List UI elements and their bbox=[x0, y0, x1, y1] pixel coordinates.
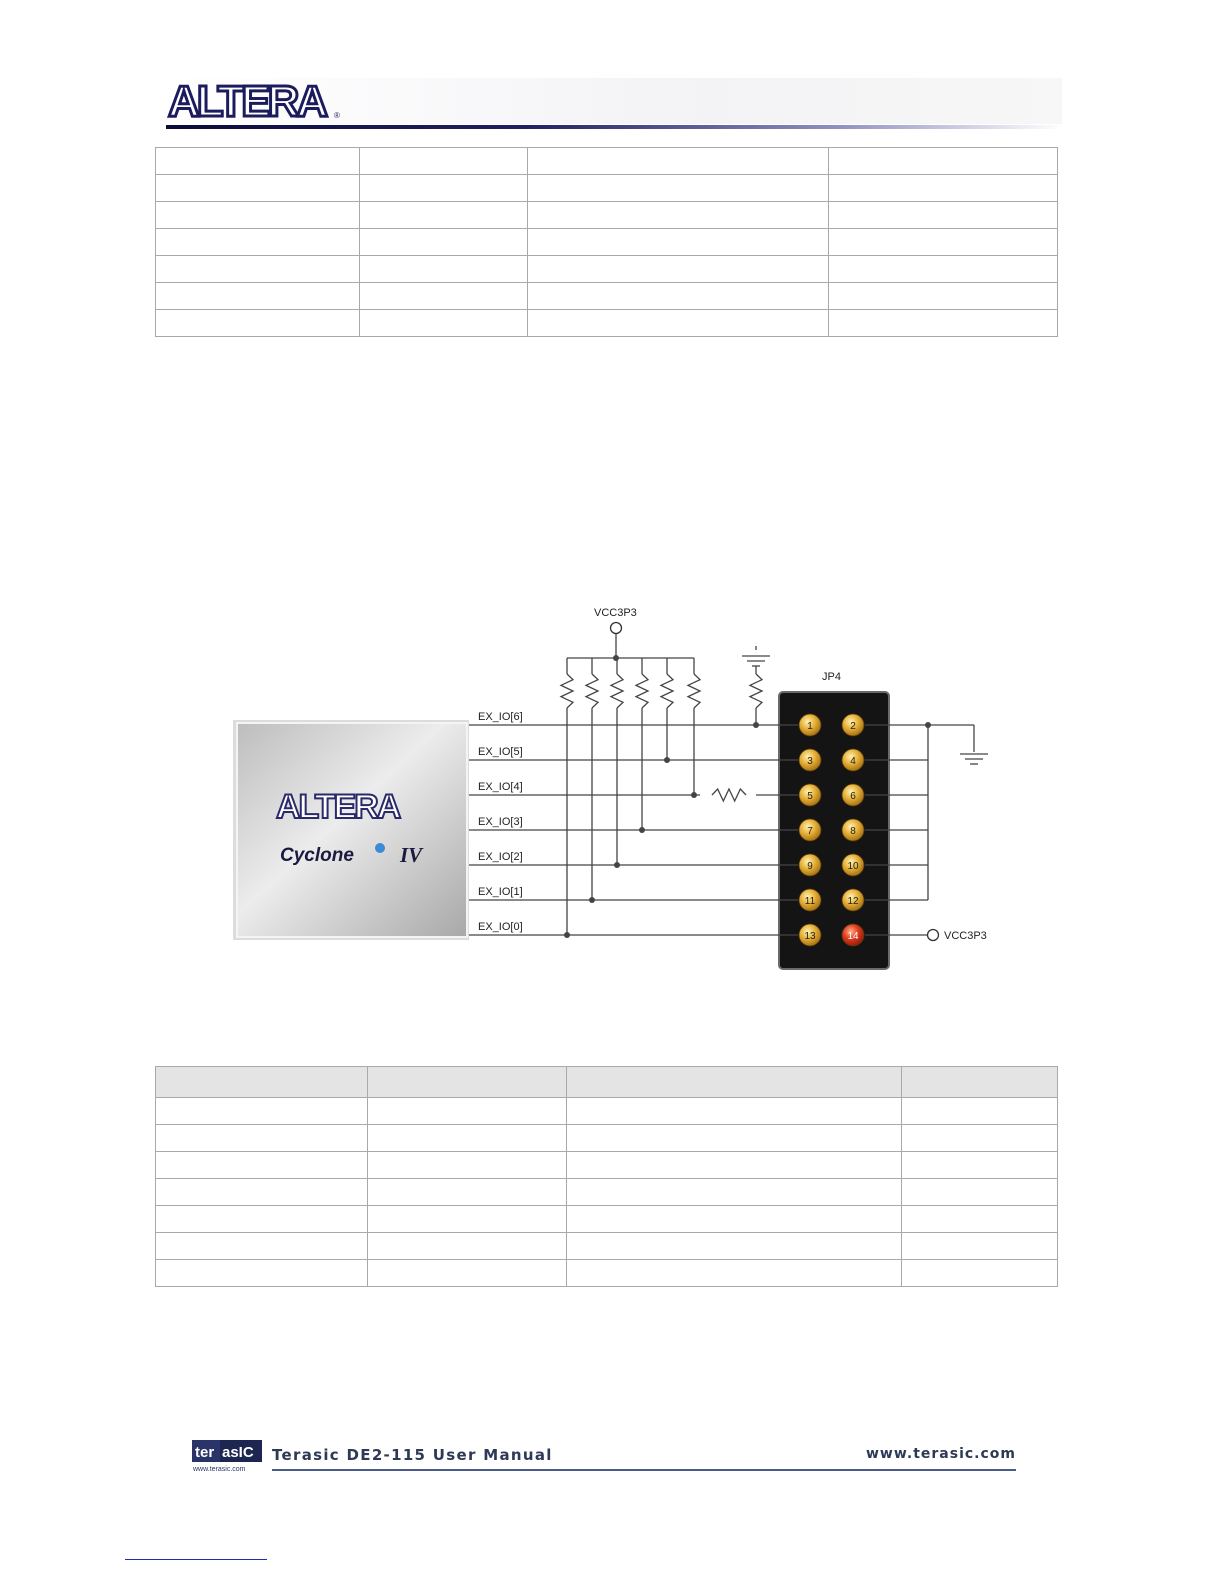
signal-label: EX_IO[1] bbox=[478, 886, 523, 898]
footer-rule bbox=[272, 1469, 1016, 1471]
table-cell bbox=[368, 1125, 567, 1152]
signal-label: EX_IO[5] bbox=[478, 746, 523, 758]
table-row bbox=[156, 1098, 1058, 1125]
signal-label: EX_IO[3] bbox=[478, 816, 523, 828]
chip-family-label: Cyclone bbox=[280, 845, 354, 866]
table-cell bbox=[368, 1152, 567, 1179]
table-row bbox=[156, 202, 1058, 229]
table-cell bbox=[902, 1179, 1058, 1206]
footnote-rule bbox=[125, 1559, 267, 1560]
connector-label: JP4 bbox=[822, 671, 841, 683]
pin-number: 12 bbox=[847, 896, 859, 907]
pin-number: 2 bbox=[850, 721, 856, 732]
table-cell bbox=[156, 310, 360, 337]
pin-number: 3 bbox=[807, 756, 813, 767]
svg-text:ALTERA: ALTERA bbox=[168, 77, 326, 124]
table-row bbox=[156, 175, 1058, 202]
svg-text:ter: ter bbox=[195, 1444, 215, 1461]
signal-label: EX_IO[6] bbox=[478, 711, 523, 723]
table-cell bbox=[567, 1067, 902, 1098]
table-cell bbox=[368, 1260, 567, 1287]
table-cell bbox=[360, 202, 528, 229]
table-cell bbox=[368, 1233, 567, 1260]
svg-text:®: ® bbox=[334, 111, 340, 120]
table-cell bbox=[360, 283, 528, 310]
resistor-symbol bbox=[750, 674, 762, 708]
table-cell bbox=[156, 1206, 368, 1233]
table-row bbox=[156, 283, 1058, 310]
table-cell bbox=[567, 1260, 902, 1287]
resistor-symbol bbox=[661, 674, 673, 708]
table-cell bbox=[567, 1233, 902, 1260]
pin-number: 7 bbox=[807, 826, 813, 837]
table-cell bbox=[528, 175, 829, 202]
table-cell bbox=[360, 310, 528, 337]
table-header-row bbox=[156, 1067, 1058, 1098]
table-cell bbox=[829, 256, 1058, 283]
pin-number: 13 bbox=[804, 931, 816, 942]
junction-dot bbox=[925, 722, 931, 728]
table-cell bbox=[902, 1233, 1058, 1260]
table-cell bbox=[368, 1179, 567, 1206]
resistor-symbol bbox=[611, 674, 623, 708]
pin-number: 11 bbox=[804, 896, 816, 907]
table-row bbox=[156, 1206, 1058, 1233]
table-cell bbox=[156, 175, 360, 202]
junction-dot bbox=[614, 862, 620, 868]
svg-text:www.terasic.com: www.terasic.com bbox=[193, 1466, 246, 1473]
resistor-symbol bbox=[586, 674, 598, 708]
table-cell bbox=[528, 229, 829, 256]
table-cell bbox=[360, 229, 528, 256]
table-cell bbox=[567, 1206, 902, 1233]
page-header bbox=[166, 74, 1062, 132]
table-cell bbox=[368, 1098, 567, 1125]
table-cell bbox=[528, 256, 829, 283]
table-cell bbox=[360, 148, 528, 175]
pin-assignment-table-bottom bbox=[155, 1066, 1058, 1287]
table-cell bbox=[528, 310, 829, 337]
table-cell bbox=[567, 1125, 902, 1152]
fpga-chip bbox=[233, 720, 469, 940]
table-cell bbox=[902, 1152, 1058, 1179]
table-cell bbox=[360, 256, 528, 283]
table-cell bbox=[156, 283, 360, 310]
table-row bbox=[156, 1260, 1058, 1287]
table-cell bbox=[156, 256, 360, 283]
table-cell bbox=[829, 283, 1058, 310]
resistor-gap bbox=[700, 787, 756, 803]
table-cell bbox=[368, 1067, 567, 1098]
signal-label: EX_IO[4] bbox=[478, 781, 523, 793]
table-cell bbox=[156, 1098, 368, 1125]
table-cell bbox=[528, 202, 829, 229]
jp4-schematic bbox=[200, 590, 1030, 990]
table-cell bbox=[829, 310, 1058, 337]
table-cell bbox=[902, 1260, 1058, 1287]
table-row bbox=[156, 1125, 1058, 1152]
resistor-symbol bbox=[688, 674, 700, 708]
table-cell bbox=[829, 175, 1058, 202]
table-cell bbox=[528, 148, 829, 175]
vcc-top-terminal bbox=[611, 623, 622, 634]
vcc-right-terminal bbox=[928, 930, 939, 941]
resistor-symbol bbox=[561, 674, 573, 708]
table-cell bbox=[156, 202, 360, 229]
table-cell bbox=[156, 1233, 368, 1260]
table-cell bbox=[902, 1098, 1058, 1125]
table-cell bbox=[829, 148, 1058, 175]
junction-dot bbox=[691, 792, 697, 798]
pin-number: 9 bbox=[807, 861, 813, 872]
junction-dot bbox=[564, 932, 570, 938]
table-row bbox=[156, 1233, 1058, 1260]
pin-number: 6 bbox=[850, 791, 856, 802]
junction-dot bbox=[664, 757, 670, 763]
pin-number: 5 bbox=[807, 791, 813, 802]
table-row bbox=[156, 1152, 1058, 1179]
footer-title: Terasic DE2-115 User Manual bbox=[272, 1446, 553, 1464]
altera-logo bbox=[166, 74, 356, 124]
pin-number: 8 bbox=[850, 826, 856, 837]
table-row bbox=[156, 256, 1058, 283]
table-cell bbox=[156, 1179, 368, 1206]
table-cell bbox=[902, 1125, 1058, 1152]
table-cell bbox=[829, 202, 1058, 229]
pin-number: 14 bbox=[847, 931, 859, 942]
table-cell bbox=[156, 148, 360, 175]
svg-text:asIC: asIC bbox=[222, 1444, 254, 1461]
junction-dot bbox=[589, 897, 595, 903]
footer-url[interactable]: www.terasic.com bbox=[865, 1446, 1016, 1462]
table-cell bbox=[368, 1206, 567, 1233]
terasic-logo bbox=[192, 1440, 264, 1474]
pin-number: 4 bbox=[850, 756, 856, 767]
table-cell bbox=[156, 229, 360, 256]
chip-family-suffix: IV bbox=[400, 843, 423, 867]
pin-number: 1 bbox=[807, 721, 813, 732]
table-cell bbox=[156, 1152, 368, 1179]
table-cell bbox=[902, 1206, 1058, 1233]
table-row bbox=[156, 229, 1058, 256]
table-cell bbox=[829, 229, 1058, 256]
page-footer bbox=[192, 1436, 1022, 1476]
table-cell bbox=[156, 1067, 368, 1098]
schematic-diagram bbox=[200, 590, 1030, 990]
table-row bbox=[156, 148, 1058, 175]
junction-dot bbox=[613, 655, 619, 661]
table-row bbox=[156, 1179, 1058, 1206]
table-cell bbox=[156, 1125, 368, 1152]
chip-altera-logo: ALTERA bbox=[276, 788, 400, 826]
vcc-right-label: VCC3P3 bbox=[944, 930, 987, 942]
table-row bbox=[156, 310, 1058, 337]
junction-dot bbox=[753, 722, 759, 728]
table-cell bbox=[902, 1067, 1058, 1098]
junction-dot bbox=[639, 827, 645, 833]
table-cell bbox=[567, 1179, 902, 1206]
pin-number: 10 bbox=[847, 861, 859, 872]
signal-label: EX_IO[2] bbox=[478, 851, 523, 863]
vcc-top-label: VCC3P3 bbox=[594, 607, 637, 619]
table-cell bbox=[360, 175, 528, 202]
header-rule bbox=[166, 125, 1062, 129]
table-cell bbox=[567, 1098, 902, 1125]
cyclone-swirl-icon bbox=[375, 843, 385, 853]
signal-label: EX_IO[0] bbox=[478, 921, 523, 933]
table-cell bbox=[156, 1260, 368, 1287]
pin-assignment-table-top bbox=[155, 147, 1058, 337]
table-cell bbox=[528, 283, 829, 310]
table-cell bbox=[567, 1152, 902, 1179]
resistor-symbol bbox=[636, 674, 648, 708]
